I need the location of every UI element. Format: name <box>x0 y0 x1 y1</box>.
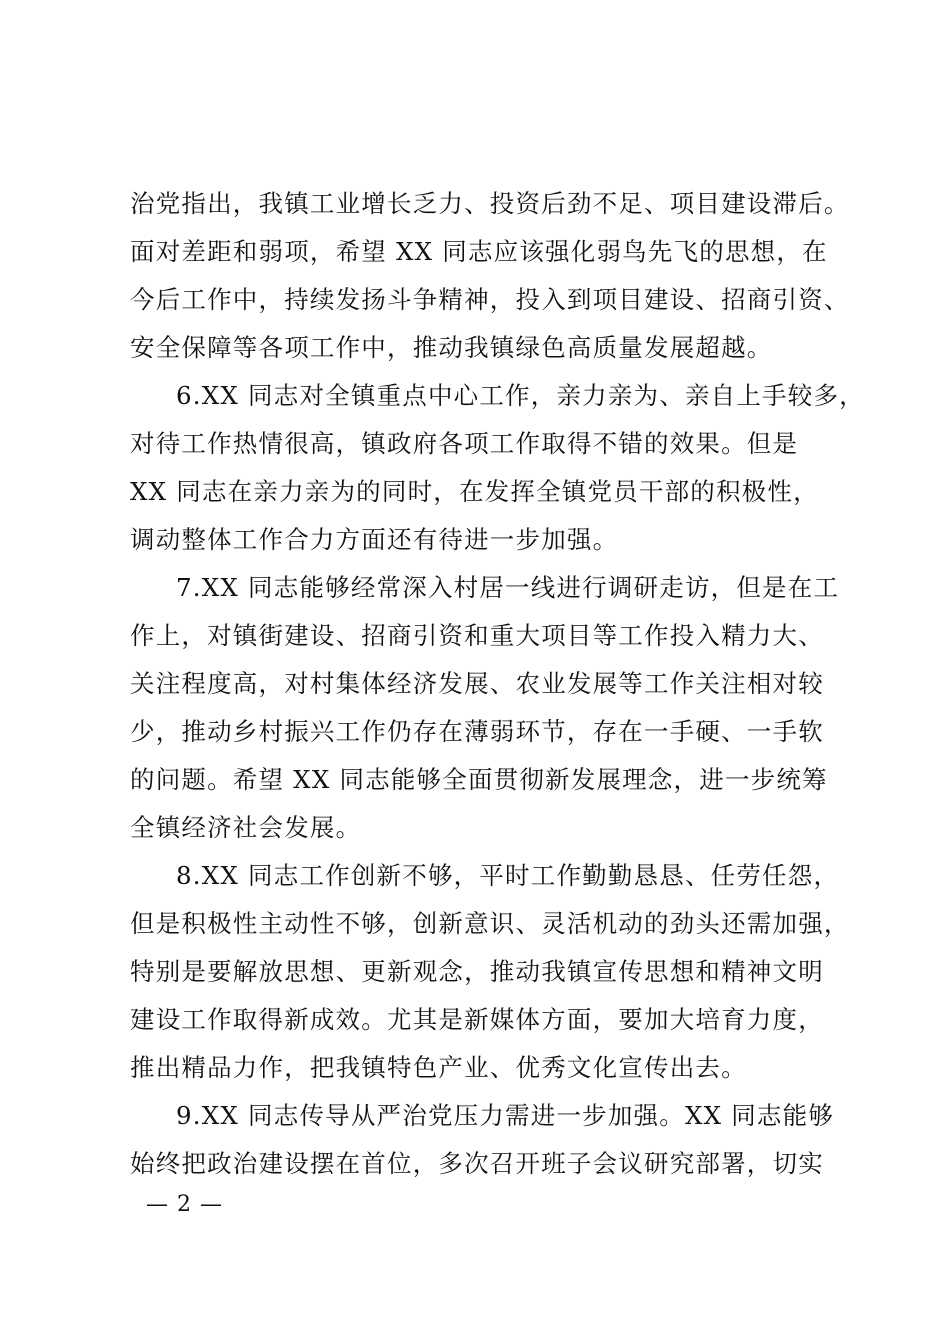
text-line: XX 同志在亲力亲为的同时，在发挥全镇党员干部的积极性， <box>130 477 819 506</box>
text-line: 的问题。希望 XX 同志能够全面贯彻新发展理念，进一步统筹 <box>130 765 828 794</box>
text-line: 始终把政治建设摆在首位，多次召开班子会议研究部署，切实 <box>130 1149 824 1178</box>
paragraph-8-start: 8.XX 同志工作创新不够，平时工作勤勤恳恳、任劳任怨， <box>176 861 840 890</box>
text-line: 面对差距和弱项，希望 XX 同志应该强化弱鸟先飞的思想，在 <box>130 237 828 266</box>
text-line: 对待工作热情很高，镇政府各项工作取得不错的效果。但是 <box>130 429 799 458</box>
text-line: 全镇经济社会发展。 <box>130 813 362 842</box>
text-line: 安全保障等各项工作中，推动我镇绿色高质量发展超越。 <box>130 333 773 362</box>
text-line: 调动整体工作合力方面还有待进一步加强。 <box>130 525 619 554</box>
page-number: — 2 — <box>146 1192 223 1217</box>
text-line: 少，推动乡村振兴工作仍存在薄弱环节，存在一手硬、一手软 <box>130 717 824 746</box>
text-line: 特别是要解放思想、更新观念，推动我镇宣传思想和精神文明 <box>130 957 824 986</box>
text-line: 今后工作中，持续发扬斗争精神，投入到项目建设、招商引资、 <box>130 285 850 314</box>
paragraph-6-start: 6.XX 同志对全镇重点中心工作，亲力亲为、亲自上手较多， <box>176 381 865 410</box>
text-line: 推出精品力作，把我镇特色产业、优秀文化宣传出去。 <box>130 1053 747 1082</box>
text-line: 作上，对镇街建设、招商引资和重大项目等工作投入精力大、 <box>130 621 824 650</box>
paragraph-9-start: 9.XX 同志传导从严治党压力需进一步加强。XX 同志能够 <box>176 1101 835 1130</box>
text-line: 但是积极性主动性不够，创新意识、灵活机动的劲头还需加强， <box>130 909 850 938</box>
text-line: 关注程度高，对村集体经济发展、农业发展等工作关注相对较 <box>130 669 824 698</box>
text-line: 建设工作取得新成效。尤其是新媒体方面，要加大培育力度， <box>130 1005 824 1034</box>
text-line: 治党指出，我镇工业增长乏力、投资后劲不足、项目建设滞后。 <box>130 189 850 218</box>
paragraph-7-start: 7.XX 同志能够经常深入村居一线进行调研走访，但是在工 <box>176 573 840 602</box>
